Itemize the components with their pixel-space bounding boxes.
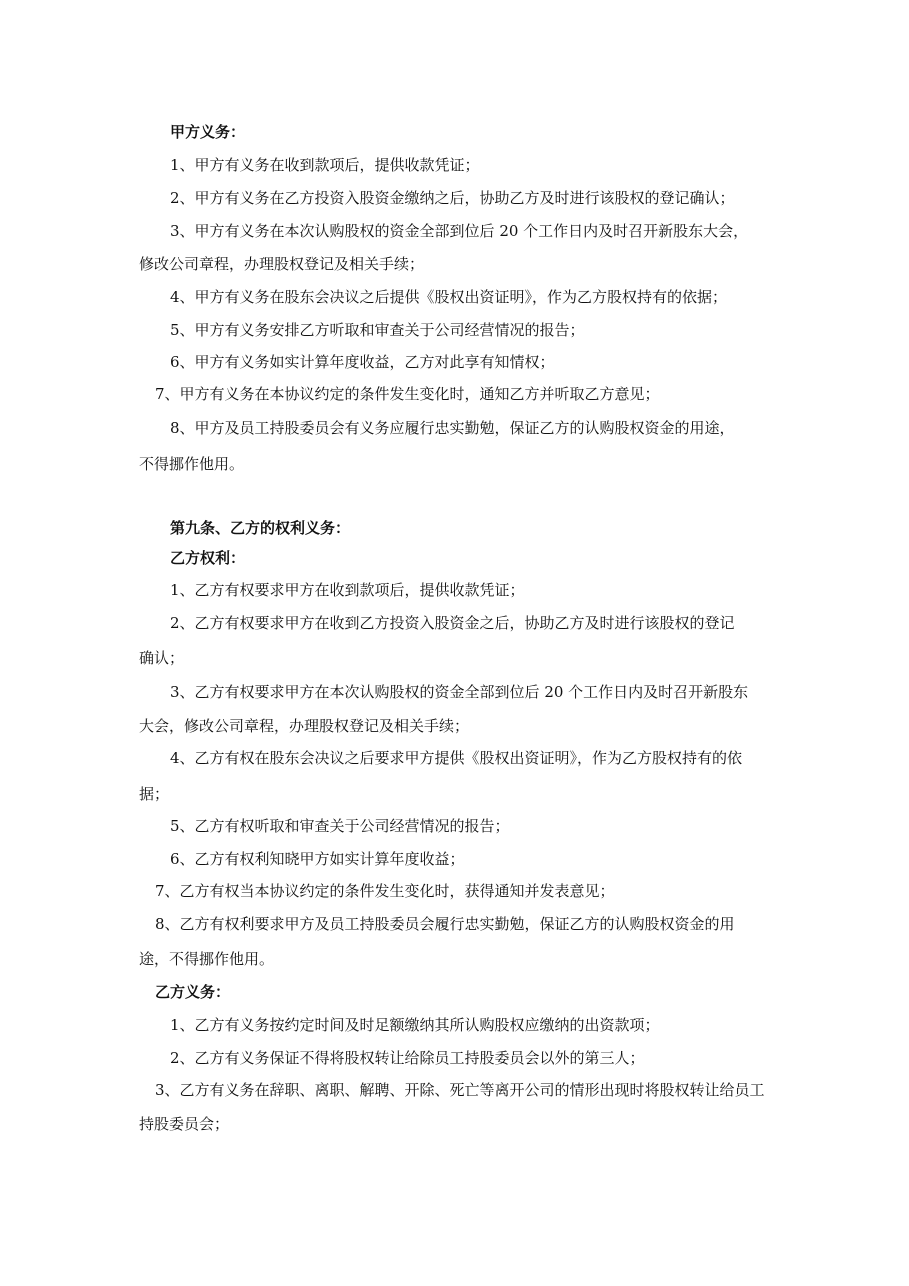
party-b-right-line: 2、乙方有权要求甲方在收到乙方投资入股资金之后，协助乙方及时进行该股权的登记 — [170, 614, 735, 632]
party-b-obligation-line: 持股委员会； — [139, 1115, 230, 1133]
party-a-obligation-line: 2、甲方有义务在乙方投资入股资金缴纳之后，协助乙方及时进行该股权的登记确认； — [170, 189, 735, 207]
party-b-right-line: 确认； — [139, 649, 185, 667]
party-b-obligations-heading: 乙方义务： — [155, 983, 231, 1001]
party-b-right-line: 3、乙方有权要求甲方在本次认购股权的资金全部到位后 20 个工作日内及时召开新股东 — [170, 683, 749, 701]
party-b-obligation-line: 2、乙方有义务保证不得将股权转让给除员工持股委员会以外的第三人； — [170, 1049, 645, 1067]
party-a-obligation-line: 5、甲方有义务安排乙方听取和审查关于公司经营情况的报告； — [170, 321, 585, 339]
party-b-right-line: 5、乙方有权听取和审查关于公司经营情况的报告； — [170, 817, 510, 835]
party-b-right-line: 1、乙方有权要求甲方在收到款项后，提供收款凭证； — [170, 581, 525, 599]
party-a-obligation-line: 1、甲方有义务在收到款项后，提供收款凭证； — [170, 156, 480, 174]
party-b-right-line: 8、乙方有权利要求甲方及员工持股委员会履行忠实勤勉，保证乙方的认购股权资金的用 — [155, 915, 735, 933]
party-b-right-line: 7、乙方有权当本协议约定的条件发生变化时，获得通知并发表意见； — [155, 882, 615, 900]
party-a-obligation-line: 4、甲方有义务在股东会决议之后提供《股权出资证明》，作为乙方股权持有的依据； — [170, 288, 728, 306]
party-b-obligation-line: 3、乙方有义务在辞职、离职、解聘、开除、死亡等离开公司的情形出现时将股权转让给员工 — [155, 1081, 765, 1099]
party-b-right-line: 据； — [139, 785, 170, 803]
party-b-right-line: 途，不得挪作他用。 — [139, 950, 275, 968]
party-a-obligation-line: 8、甲方及员工持股委员会有义务应履行忠实勤勉，保证乙方的认购股权资金的用途， — [170, 419, 735, 437]
party-a-obligations-heading: 甲方义务： — [170, 123, 246, 141]
party-a-obligation-line: 不得挪作他用。 — [139, 455, 245, 473]
party-a-obligation-line: 7、甲方有义务在本协议约定的条件发生变化时，通知乙方并听取乙方意见； — [155, 385, 660, 403]
party-b-right-line: 大会，修改公司章程，办理股权登记及相关手续； — [139, 717, 470, 735]
article-nine-heading: 第九条、乙方的权利义务： — [170, 519, 351, 537]
party-b-rights-heading: 乙方权利： — [170, 549, 246, 567]
party-a-obligation-line: 3、甲方有义务在本次认购股权的资金全部到位后 20 个工作日内及时召开新股东大会， — [170, 222, 749, 240]
party-b-right-line: 6、乙方有权利知晓甲方如实计算年度收益； — [170, 850, 465, 868]
party-a-obligation-line: 修改公司章程，办理股权登记及相关手续； — [139, 255, 425, 273]
party-a-obligation-line: 6、甲方有义务如实计算年度收益，乙方对此享有知情权； — [170, 353, 555, 371]
party-b-right-line: 4、乙方有权在股东会决议之后要求甲方提供《股权出资证明》，作为乙方股权持有的依 — [170, 749, 743, 767]
party-b-obligation-line: 1、乙方有义务按约定时间及时足额缴纳其所认购股权应缴纳的出资款项； — [170, 1016, 660, 1034]
